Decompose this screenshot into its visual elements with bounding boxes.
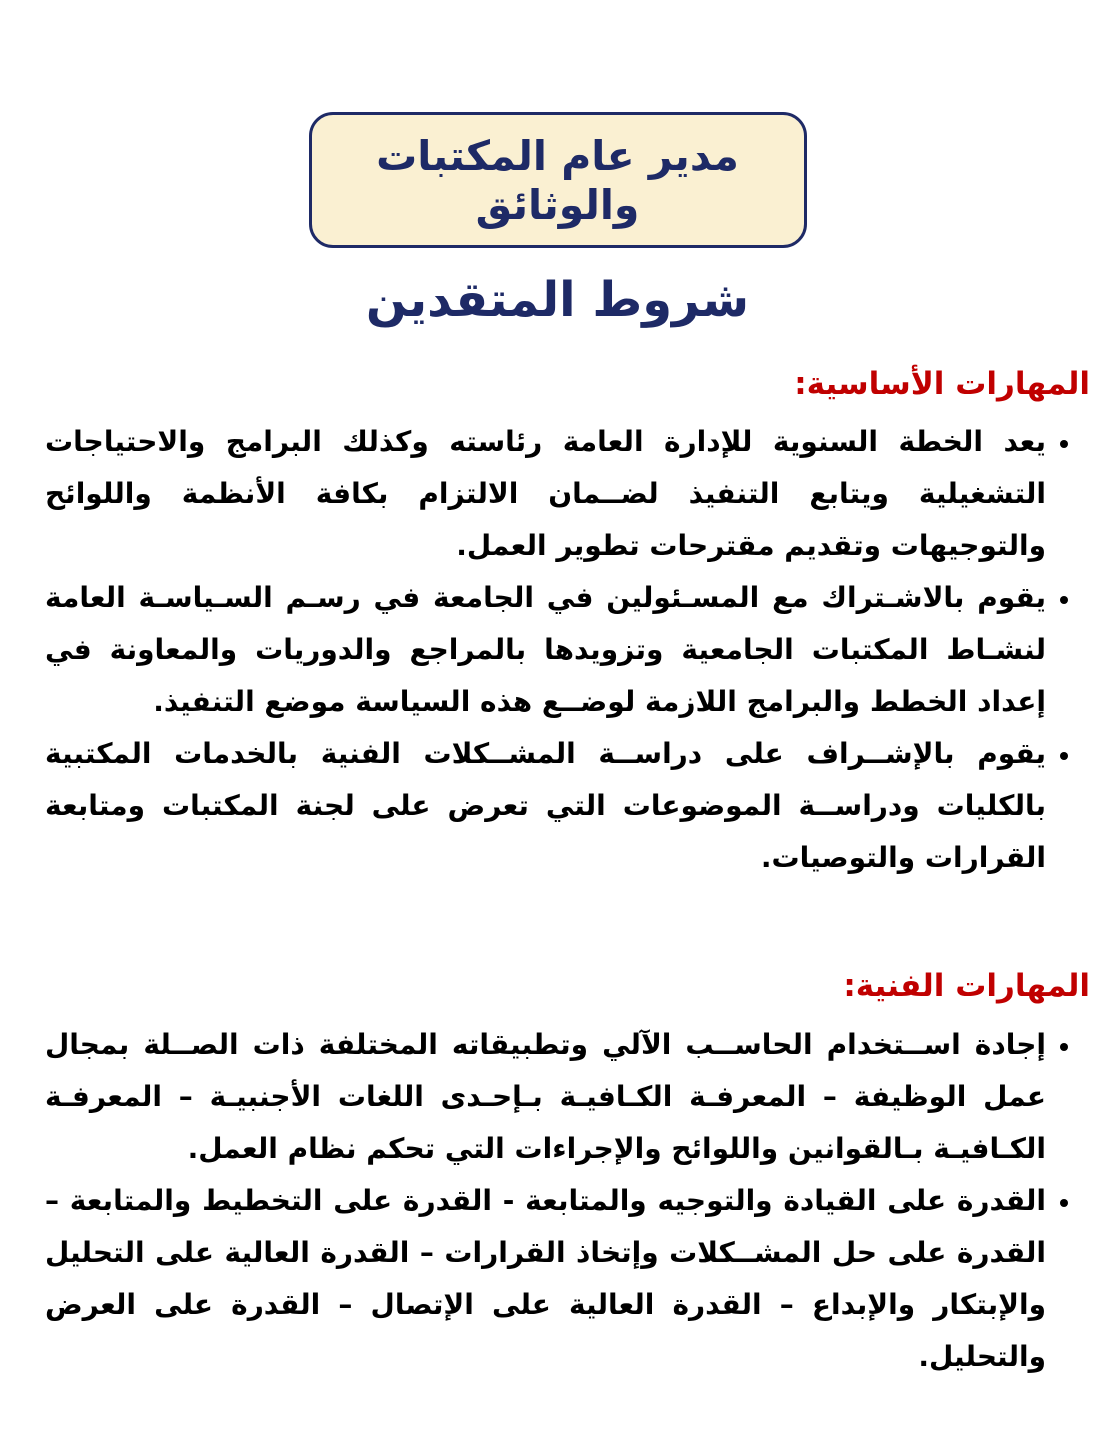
title-box-text: مدير عام المكتبات والوثائق [376, 132, 739, 230]
list-item: • إجادة اســتخدام الحاســب الآلي وتطبيقاته المختلفة ذات الصــلة بمجال عمل الوظيفة – المعرفـة الكـافيـة بـإحـدى اللغات الأجنبيـة – المعرفـة الكـافيـة بـالقوانين واللوائح والإجراءات التي تحكم نظام العمل. [45, 1019, 1046, 1175]
page-subtitle: شروط المتقدين [365, 272, 750, 329]
document-body [0, 364, 1115, 1383]
basic-skills-list [45, 416, 1090, 884]
list-item: • يعد الخطة السنوية للإدارة العامة رئاسته وكذلك البرامج والاحتياجات التشغيلية ويتابع التنفيذ لضــمان الالتزام بكافة الأنظمة واللوائح والتوجيهات وتقديم مقترحات تطوير العمل. [45, 416, 1046, 572]
section-heading-basic-skills: المهارات الأساسية: [794, 365, 1090, 402]
list-item: • يقوم بالاشـتراك مع المسـئولين في الجامعة في رسـم السـياسـة العامة لنشـاط المكتبات الجامعية وتزويدها بالمراجع والدوريات والمعاونة في إعداد الخطط والبرامج اللازمة لوضــع هذه السياسة موضع التنفيذ. [45, 572, 1046, 728]
technical-skills-list [45, 1019, 1090, 1383]
section-heading-technical-skills: المهارات الفنية: [843, 968, 1090, 1005]
list-item: • يقوم بالإشــراف على دراســة المشــكلات الفنية بالخدمات المكتبية بالكليات ودراســة الموضوعات التي تعرض على لجنة المكتبات ومتابعة القرارات والتوصيات. [45, 728, 1046, 884]
title-box [309, 112, 807, 248]
list-item: • القدرة على القيادة والتوجيه والمتابعة - القدرة على التخطيط والمتابعة – القدرة على حل المشــكلات وإتخاذ القرارات – القدرة العالية على التحليل والإبتكار والإبداع – القدرة العالية على الإتصال – القدرة على العرض والتحليل. [45, 1175, 1046, 1383]
